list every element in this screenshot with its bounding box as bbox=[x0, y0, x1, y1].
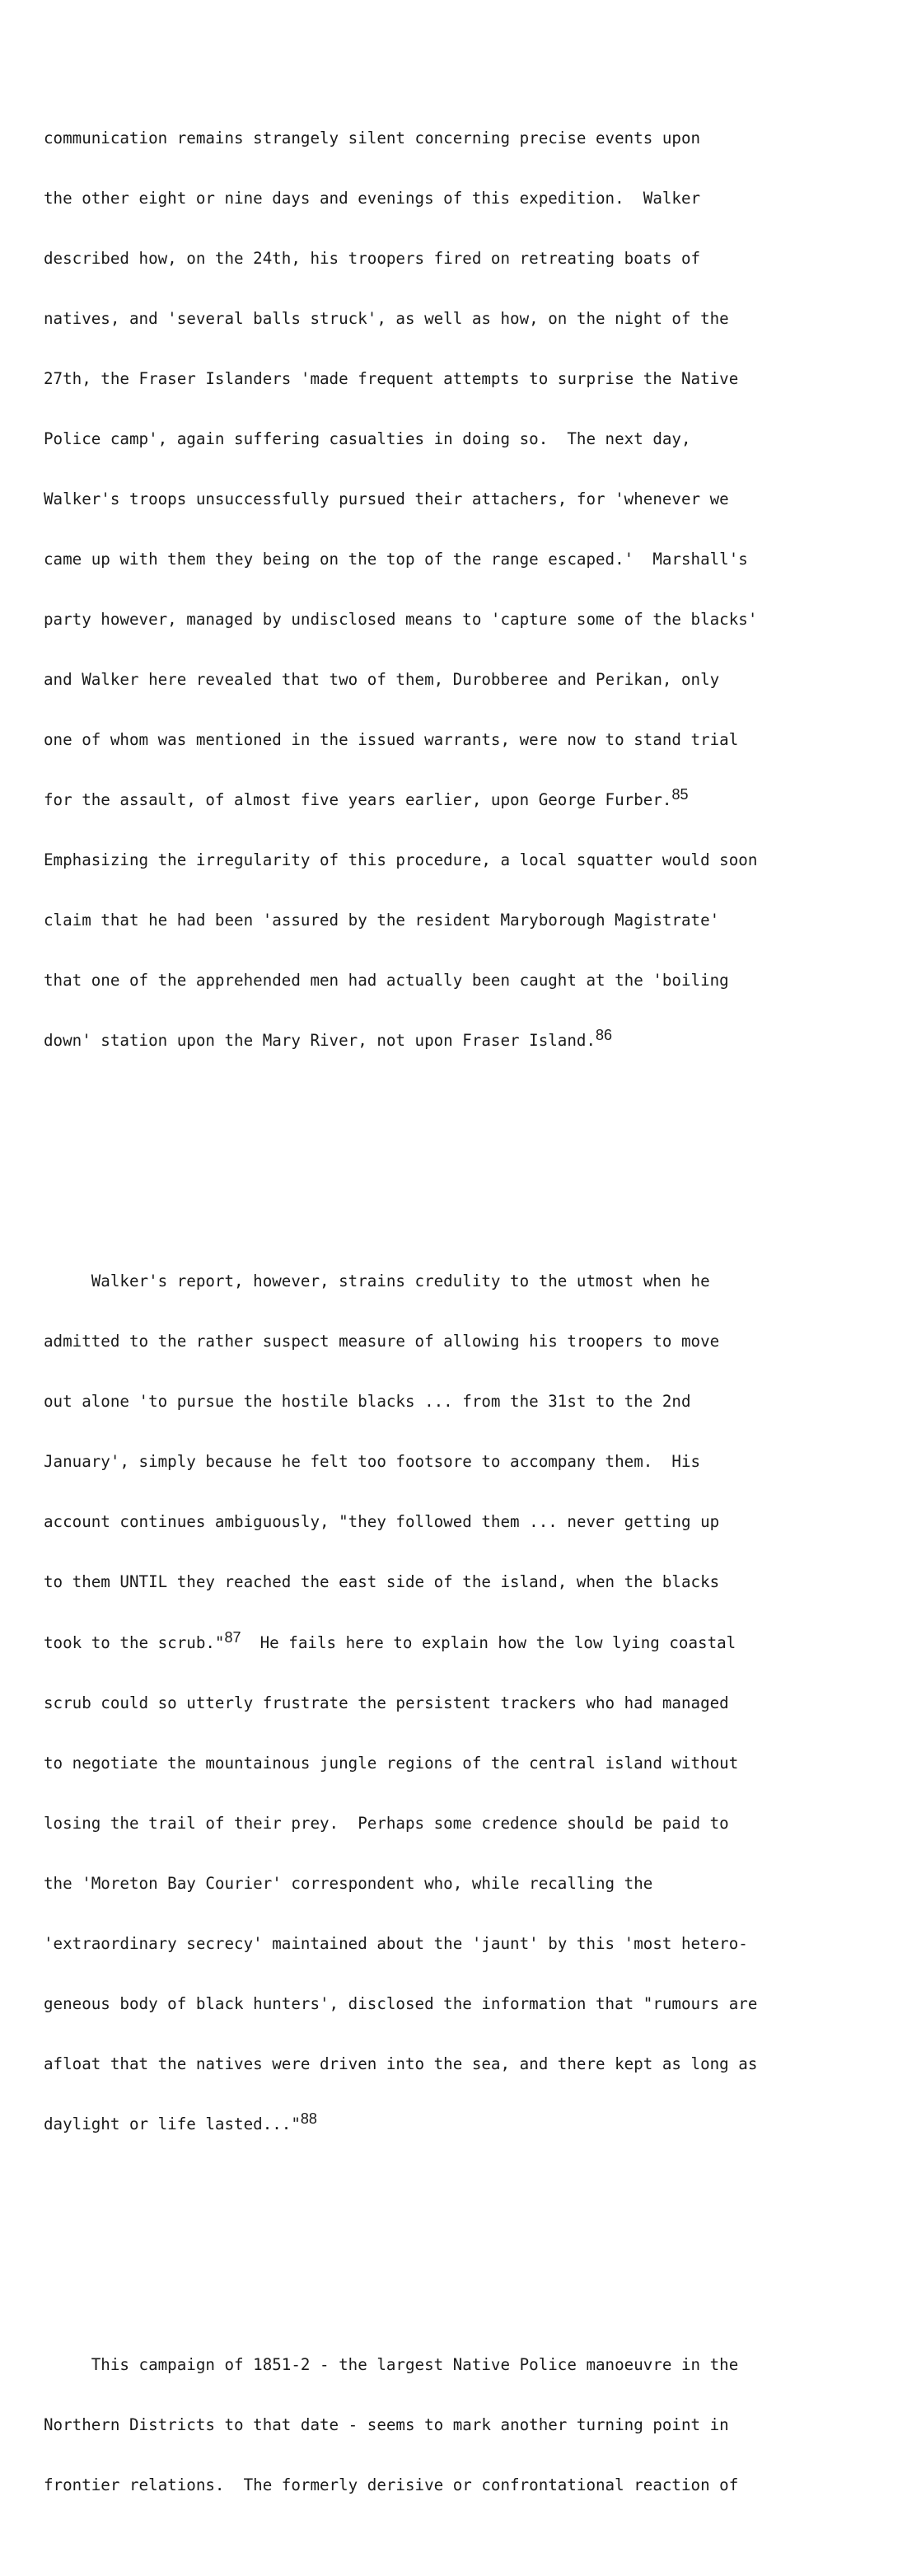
text-line: losing the trail of their prey. Perhaps some credence should be paid to bbox=[44, 1813, 729, 1833]
paragraph-gap bbox=[44, 1151, 900, 1171]
footnote-marker: 85 bbox=[671, 786, 689, 803]
footnote-marker: 88 bbox=[300, 2110, 317, 2127]
text-line: scrub could so utterly frustrate the persistent trackers who had managed bbox=[44, 1693, 729, 1712]
paragraph-3 bbox=[44, 2315, 900, 2536]
text-segment: He fails here to explain how the low lying coastal bbox=[241, 1632, 736, 1652]
text-line: to them UNTIL they reached the east side of the island, when the blacks bbox=[44, 1572, 720, 1592]
text-line: This campaign of 1851-2 - the largest Native Police manoeuvre in the bbox=[44, 2354, 739, 2374]
text-line: communication remains strangely silent concerning precise events upon bbox=[44, 128, 701, 148]
text-line: to negotiate the mountainous jungle regions of the central island without bbox=[44, 1753, 739, 1773]
text-line: Walker's troops unsuccessfully pursued their attachers, for 'whenever we bbox=[44, 489, 729, 508]
text-line: frontier relations. The formerly derisive or confrontational reaction of bbox=[44, 2475, 739, 2494]
text-segment: daylight or life lasted..." bbox=[44, 2114, 301, 2133]
text-line: Northern Districts to that date - seems to mark another turning point in bbox=[44, 2414, 729, 2434]
text-line: the other eight or nine days and evenings of this expedition. Walker bbox=[44, 188, 701, 208]
text-line-with-footnote bbox=[44, 2110, 900, 2134]
text-segment: took to the scrub." bbox=[44, 1632, 225, 1652]
text-line-with-footnote bbox=[44, 786, 900, 810]
text-line: Emphasizing the irregularity of this procedure, a local squatter would soon bbox=[44, 850, 758, 870]
text-line: January', simply because he felt too footsore to accompany them. His bbox=[44, 1452, 701, 1472]
footnote-marker: 87 bbox=[224, 1628, 241, 1646]
text-segment: down' station upon the Mary River, not upon Fraser Island. bbox=[44, 1031, 596, 1051]
paragraph-2 bbox=[44, 1232, 900, 2175]
text-line: claim that he had been 'assured by the resident Maryborough Magistrate' bbox=[44, 911, 720, 930]
text-line: came up with them they being on the top of the range escaped.' Marshall's bbox=[44, 549, 748, 569]
text-line: that one of the apprehended men had actually been caught at the 'boiling bbox=[44, 971, 729, 991]
text-line-with-footnote bbox=[44, 1027, 900, 1051]
text-line: one of whom was mentioned in the issued warrants, were now to stand trial bbox=[44, 730, 739, 750]
text-line: natives, and 'several balls struck', as well as how, on the night of the bbox=[44, 308, 729, 328]
text-line: afloat that the natives were driven into the sea, and there kept as long as bbox=[44, 2054, 758, 2073]
paragraph-gap bbox=[44, 2235, 900, 2255]
text-line: the 'Moreton Bay Courier' correspondent who, while recalling the bbox=[44, 1873, 653, 1893]
text-line-with-footnote bbox=[44, 1628, 900, 1653]
text-line: party however, managed by undisclosed means to 'capture some of the blacks' bbox=[44, 609, 758, 629]
text-line: Police camp', again suffering casualties in doing so. The next day, bbox=[44, 429, 691, 448]
text-line: out alone 'to pursue the hostile blacks ... from the 31st to the 2nd bbox=[44, 1392, 691, 1412]
text-segment: for the assault, of almost five years earlier, upon George Furber. bbox=[44, 790, 672, 810]
text-line: described how, on the 24th, his troopers fired on retreating boats of bbox=[44, 248, 701, 268]
text-line: 27th, the Fraser Islanders 'made frequent attempts to surprise the Native bbox=[44, 368, 739, 388]
paragraph-1 bbox=[44, 88, 900, 1091]
text-line: and Walker here revealed that two of them, Durobberee and Perikan, only bbox=[44, 670, 720, 689]
document-page bbox=[44, 28, 900, 2576]
text-line: admitted to the rather suspect measure of allowing his troopers to move bbox=[44, 1332, 720, 1351]
text-line: Walker's report, however, strains credulity to the utmost when he bbox=[44, 1272, 710, 1291]
text-line: geneous body of black hunters', disclosed the information that "rumours are bbox=[44, 1993, 758, 2013]
footnote-marker: 86 bbox=[596, 1027, 613, 1044]
text-line: account continues ambiguously, "they followed them ... never getting up bbox=[44, 1512, 720, 1532]
text-line: 'extraordinary secrecy' maintained about the 'jaunt' by this 'most hetero- bbox=[44, 1933, 748, 1953]
